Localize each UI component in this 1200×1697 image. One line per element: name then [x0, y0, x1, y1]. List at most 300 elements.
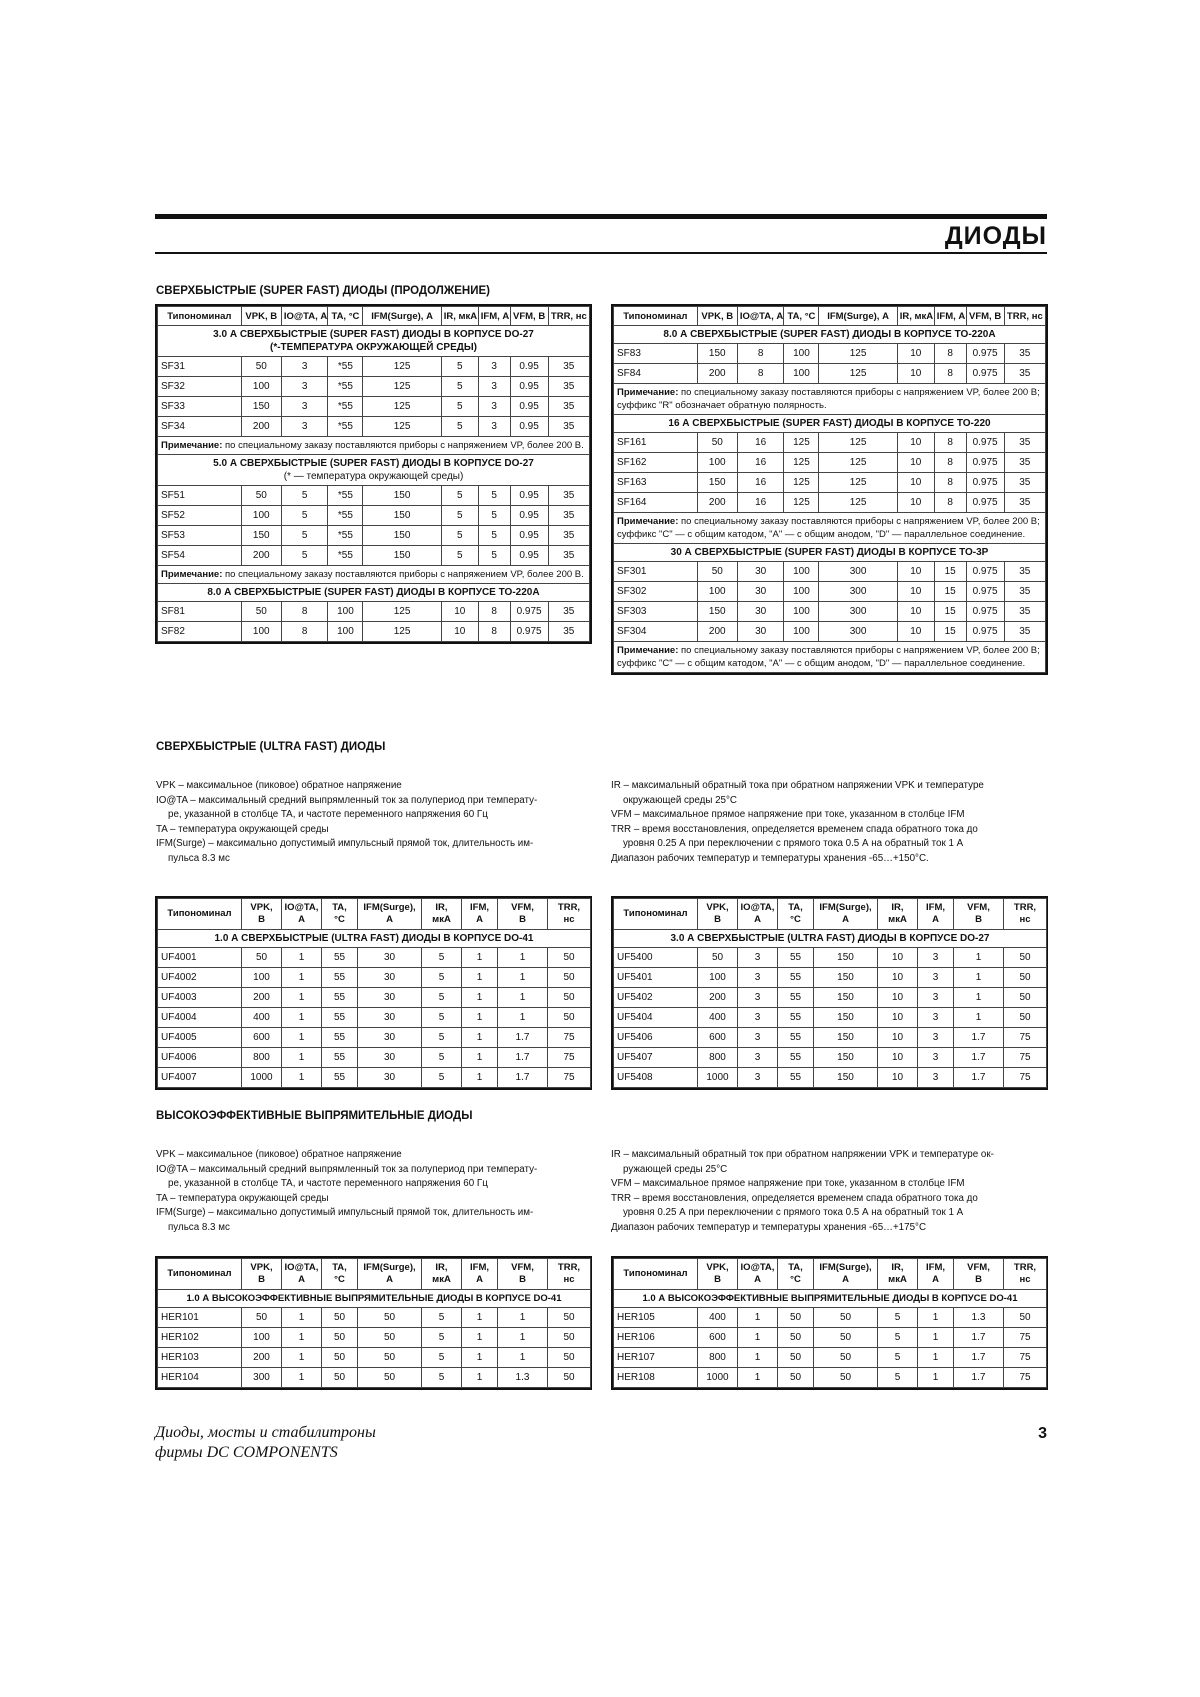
table-cell: 200	[698, 988, 738, 1008]
table-row	[614, 562, 1046, 582]
table-row	[614, 433, 1046, 453]
group-title: 1.0 А ВЫСОКОЭФФЕКТИВНЫЕ ВЫПРЯМИТЕЛЬНЫЕ ДИОДЫ В КОРПУСЕ DO-41	[614, 1290, 1047, 1308]
table-cell: 125	[363, 357, 441, 377]
table-row	[614, 1368, 1047, 1388]
table-row	[158, 417, 590, 437]
table-row	[158, 1308, 591, 1328]
table-cell: 1	[282, 1068, 322, 1088]
table-row	[158, 602, 590, 622]
legend-line: TA – температура окружающей среды	[156, 1192, 329, 1204]
table-cell: 8	[934, 473, 966, 493]
table-cell: 0.975	[966, 344, 1004, 364]
section-title-her: ВЫСОКОЭФФЕКТИВНЫЕ ВЫПРЯМИТЕЛЬНЫЕ ДИОДЫ	[156, 1110, 473, 1122]
table-cell: 1	[738, 1368, 778, 1388]
table-row	[614, 364, 1046, 384]
table-cell: 30	[737, 582, 784, 602]
table-row	[158, 357, 590, 377]
legend-line: уровня 0.25 А при переключении с прямого тока 0.5 А на обратный ток 1 А	[623, 838, 964, 849]
table-cell: 100	[328, 602, 363, 622]
part-number-cell: UF4002	[158, 968, 242, 988]
table-cell: 150	[814, 968, 878, 988]
table-cell: 400	[698, 1008, 738, 1028]
column-header: IR, мкА	[878, 899, 918, 930]
group-title: 5.0 А СВЕРХБЫСТРЫЕ (SUPER FAST) ДИОДЫ В КОРПУСЕ DO-27 (* — температура окружающей среды)	[158, 455, 590, 486]
table-cell: 50	[548, 1348, 591, 1368]
table-cell: 5	[281, 486, 328, 506]
her-legend-right	[611, 1148, 1051, 1235]
column-header: VPK, В	[242, 899, 282, 930]
table-cell: 3	[738, 1008, 778, 1028]
table-cell: 1	[282, 1348, 322, 1368]
column-header: TA, °С	[328, 307, 363, 326]
table-cell: 10	[897, 622, 934, 642]
table-cell: 10	[897, 602, 934, 622]
table-cell: *55	[328, 506, 363, 526]
table-cell: 8	[934, 344, 966, 364]
table-cell: 125	[363, 622, 441, 642]
part-number-cell: SF82	[158, 622, 242, 642]
table-cell: 30	[358, 1048, 422, 1068]
table-cell: 200	[697, 493, 737, 513]
table-cell: 1.7	[954, 1328, 1004, 1348]
table-cell: 50	[814, 1308, 878, 1328]
table-cell: 35	[548, 357, 589, 377]
table-cell: 5	[422, 1068, 462, 1088]
table-cell: 55	[778, 968, 814, 988]
column-header: VPK, В	[697, 307, 737, 326]
table-cell: 10	[897, 344, 934, 364]
table-cell: 50	[778, 1348, 814, 1368]
legend-line: пульса 8.3 мс	[168, 852, 230, 864]
table-row	[614, 622, 1046, 642]
table-cell: 1	[282, 1368, 322, 1388]
table-cell: 1	[738, 1348, 778, 1368]
table-cell: 1.7	[954, 1068, 1004, 1088]
table-header-row	[614, 1259, 1047, 1290]
group-title: 16 А СВЕРХБЫСТРЫЕ (SUPER FAST) ДИОДЫ В КОРПУСЕ TO-220	[614, 415, 1046, 433]
table-cell: 10	[878, 968, 918, 988]
table-cell: 150	[241, 397, 281, 417]
table-cell: 100	[242, 1328, 282, 1348]
table-cell: 0.975	[966, 493, 1004, 513]
table-cell: 600	[242, 1028, 282, 1048]
table-cell: 3	[918, 1028, 954, 1048]
table-cell: 5	[281, 526, 328, 546]
table-cell: 30	[737, 602, 784, 622]
table-cell: 1	[738, 1328, 778, 1348]
column-header: TA, °С	[778, 899, 814, 930]
uf-right-table	[611, 896, 1048, 1090]
header-rule	[155, 214, 1047, 219]
column-header: IR, мкА	[441, 307, 478, 326]
table-cell: 50	[548, 1328, 591, 1348]
column-header: TA, °С	[778, 1259, 814, 1290]
table-cell: 1.7	[498, 1048, 548, 1068]
table-row	[158, 1348, 591, 1368]
table-cell: 0.95	[510, 417, 548, 437]
table-row	[158, 1328, 591, 1348]
part-number-cell: SF32	[158, 377, 242, 397]
table-cell: 125	[819, 433, 897, 453]
table-cell: 55	[322, 1068, 358, 1088]
part-number-cell: SF83	[614, 344, 698, 364]
table-cell: 150	[814, 988, 878, 1008]
table-cell: 8	[281, 602, 328, 622]
part-number-cell: UF4007	[158, 1068, 242, 1088]
table-cell: 150	[363, 546, 441, 566]
legend-line: VPK – максимальное (пиковое) обратное напряжение	[156, 780, 402, 791]
column-header: VPK, В	[698, 899, 738, 930]
table-cell: 35	[1004, 453, 1045, 473]
table-cell: 3	[281, 417, 328, 437]
group-note: Примечание: по специальному заказу поставляются приборы с напряжением VP, более 200 В.	[158, 566, 590, 584]
uf-legend-left	[156, 779, 596, 866]
group-note: Примечание: по специальному заказу поставляются приборы с напряжением VP, более 200 В; суффикс "R" обозначает обратную полярность.	[614, 384, 1046, 415]
table-cell: 5	[422, 1008, 462, 1028]
table-cell: 150	[697, 344, 737, 364]
part-number-cell: UF5406	[614, 1028, 698, 1048]
group-title: 1.0 А ВЫСОКОЭФФЕКТИВНЫЕ ВЫПРЯМИТЕЛЬНЫЕ ДИОДЫ В КОРПУСЕ DO-41	[158, 1290, 591, 1308]
header-rule-thin	[155, 252, 1047, 254]
column-header: VFM, В	[498, 1259, 548, 1290]
legend-line: Диапазон рабочих температур и температуры хранения -65…+175°С	[611, 1221, 927, 1233]
table-cell: 10	[441, 622, 478, 642]
table-cell: 200	[242, 988, 282, 1008]
table-cell: 50	[322, 1328, 358, 1348]
table-cell: 8	[934, 433, 966, 453]
table-row	[614, 344, 1046, 364]
table-cell: 100	[697, 453, 737, 473]
table-cell: 50	[358, 1348, 422, 1368]
table-cell: 1	[954, 948, 1004, 968]
table-cell: 35	[548, 397, 589, 417]
table-cell: 400	[698, 1308, 738, 1328]
part-number-cell: HER102	[158, 1328, 242, 1348]
table-cell: 8	[281, 622, 328, 642]
table-cell: 5	[878, 1328, 918, 1348]
table-cell: *55	[328, 486, 363, 506]
table-cell: 50	[242, 1308, 282, 1328]
table-row	[158, 1028, 591, 1048]
table-cell: 30	[737, 562, 784, 582]
page-title: ДИОДЫ	[944, 222, 1047, 250]
table-cell: 1.3	[954, 1308, 1004, 1328]
legend-line: VFM – максимальное прямое напряжение при токе, указанном в столбце IFM	[611, 809, 965, 820]
table-cell: 35	[1004, 473, 1045, 493]
her-right-table	[611, 1256, 1048, 1390]
table-cell: 50	[1004, 948, 1047, 968]
table-cell: 3	[918, 1068, 954, 1088]
table-cell: 1	[918, 1348, 954, 1368]
column-header: VPK, В	[698, 1259, 738, 1290]
part-number-cell: HER108	[614, 1368, 698, 1388]
table-cell: 0.975	[510, 602, 548, 622]
table-cell: 15	[934, 562, 966, 582]
table-row	[614, 582, 1046, 602]
table-cell: 200	[242, 1348, 282, 1368]
table-row	[614, 1048, 1047, 1068]
table-cell: 5	[441, 486, 478, 506]
table-cell: 55	[778, 988, 814, 1008]
table-cell: 10	[878, 1048, 918, 1068]
table-cell: 125	[784, 433, 819, 453]
table-cell: 10	[897, 453, 934, 473]
table-cell: 3	[918, 968, 954, 988]
table-cell: 50	[322, 1348, 358, 1368]
column-header: TRR, нс	[548, 899, 591, 930]
table-cell: 1	[954, 988, 1004, 1008]
table-cell: 3	[738, 948, 778, 968]
table-cell: 1	[918, 1308, 954, 1328]
table-cell: 5	[878, 1368, 918, 1388]
table-cell: 0.975	[966, 453, 1004, 473]
table-cell: 35	[1004, 344, 1045, 364]
part-number-cell: SF81	[158, 602, 242, 622]
table-cell: 30	[358, 968, 422, 988]
table-cell: 30	[358, 988, 422, 1008]
table-header-row	[158, 1259, 591, 1290]
table-cell: 100	[328, 622, 363, 642]
part-number-cell: SF161	[614, 433, 698, 453]
table-cell: 35	[1004, 582, 1045, 602]
table-cell: 1	[462, 1328, 498, 1348]
table-row	[158, 622, 590, 642]
part-number-cell: SF52	[158, 506, 242, 526]
column-header: VPK, В	[242, 1259, 282, 1290]
footer-line: фирмы DC COMPONENTS	[155, 1444, 338, 1461]
table-cell: 50	[697, 562, 737, 582]
table-cell: 3	[281, 357, 328, 377]
table-cell: 16	[737, 453, 784, 473]
part-number-cell: SF54	[158, 546, 242, 566]
table-cell: 75	[1004, 1328, 1047, 1348]
table-row	[614, 948, 1047, 968]
table-row	[614, 473, 1046, 493]
table-cell: 8	[737, 344, 784, 364]
table-cell: 10	[897, 562, 934, 582]
table-cell: 0.95	[510, 486, 548, 506]
table-cell: 125	[784, 473, 819, 493]
part-number-cell: HER103	[158, 1348, 242, 1368]
table-cell: 125	[784, 493, 819, 513]
table-cell: 0.975	[966, 622, 1004, 642]
table-cell: 1	[462, 988, 498, 1008]
table-cell: *55	[328, 397, 363, 417]
table-cell: 5	[441, 397, 478, 417]
table-cell: *55	[328, 526, 363, 546]
column-header: IFM, А	[478, 307, 510, 326]
table-row	[158, 506, 590, 526]
section-title-superfast: СВЕРХБЫСТРЫЕ (SUPER FAST) ДИОДЫ (ПРОДОЛЖЕНИЕ)	[156, 285, 490, 297]
table-cell: 30	[358, 1068, 422, 1088]
table-cell: 10	[878, 1028, 918, 1048]
table-cell: 5	[422, 1028, 462, 1048]
table-cell: 600	[698, 1028, 738, 1048]
section-title-ultrafast: СВЕРХБЫСТРЫЕ (ULTRA FAST) ДИОДЫ	[156, 741, 386, 753]
column-header: Типономинал	[158, 899, 242, 930]
table-cell: 1	[282, 968, 322, 988]
table-cell: *55	[328, 546, 363, 566]
table-cell: 55	[322, 1048, 358, 1068]
legend-line: TRR – время восстановления, определяется временем спада обратного тока до	[611, 1192, 978, 1204]
column-header: TA, °С	[322, 1259, 358, 1290]
table-cell: 125	[363, 377, 441, 397]
table-cell: 75	[1004, 1368, 1047, 1388]
table-cell: 150	[814, 948, 878, 968]
table-row	[158, 486, 590, 506]
part-number-cell: HER107	[614, 1348, 698, 1368]
column-header: Типономинал	[158, 307, 242, 326]
table-cell: 35	[548, 417, 589, 437]
table-cell: 1	[462, 1068, 498, 1088]
table-cell: 300	[819, 562, 897, 582]
table-cell: 1	[498, 968, 548, 988]
column-header: IFM(Surge), А	[358, 1259, 422, 1290]
table-cell: 50	[778, 1308, 814, 1328]
group-note: Примечание: по специальному заказу поставляются приборы с напряжением VP, более 200 В.	[158, 437, 590, 455]
table-cell: 35	[548, 546, 589, 566]
table-cell: 150	[814, 1068, 878, 1088]
table-cell: 50	[778, 1328, 814, 1348]
table-cell: 5	[422, 948, 462, 968]
table-cell: 55	[778, 1008, 814, 1028]
column-header: TRR, нс	[1004, 1259, 1047, 1290]
table-cell: 125	[819, 364, 897, 384]
table-cell: 30	[737, 622, 784, 642]
table-cell: 5	[441, 506, 478, 526]
table-cell: 100	[241, 377, 281, 397]
table-cell: 10	[897, 493, 934, 513]
table-cell: 300	[819, 622, 897, 642]
column-header: IO@TA, А	[738, 899, 778, 930]
table-row	[614, 1348, 1047, 1368]
table-cell: 0.975	[966, 364, 1004, 384]
table-cell: *55	[328, 357, 363, 377]
table-cell: 50	[548, 1008, 591, 1028]
footer-caption	[155, 1423, 376, 1463]
table-cell: 35	[548, 622, 589, 642]
table-cell: 55	[322, 968, 358, 988]
table-cell: 800	[242, 1048, 282, 1068]
table-cell: 50	[548, 948, 591, 968]
table-cell: 35	[1004, 602, 1045, 622]
column-header: Типономинал	[614, 307, 698, 326]
table-cell: 300	[242, 1368, 282, 1388]
table-cell: 50	[1004, 1008, 1047, 1028]
table-cell: 10	[897, 433, 934, 453]
table-cell: 1	[498, 1328, 548, 1348]
table-cell: 400	[242, 1008, 282, 1028]
table-cell: 8	[478, 602, 510, 622]
table-cell: 3	[478, 357, 510, 377]
part-number-cell: SF34	[158, 417, 242, 437]
uf-legend-right	[611, 779, 1051, 866]
table-cell: 55	[778, 948, 814, 968]
group-title: 8.0 А СВЕРХБЫСТРЫЕ (SUPER FAST) ДИОДЫ В КОРПУСЕ TO-220A	[614, 326, 1046, 344]
legend-line: окружающей среды 25°С	[623, 794, 737, 806]
legend-line: IFM(Surge) – максимально допустимый импульсный прямой ток, длительность им-	[156, 1207, 534, 1218]
table-row	[614, 602, 1046, 622]
table-cell: 150	[697, 602, 737, 622]
table-cell: 0.95	[510, 526, 548, 546]
table-cell: 1	[462, 1008, 498, 1028]
table-cell: 75	[548, 1048, 591, 1068]
column-header: IFM, А	[918, 899, 954, 930]
table-cell: 35	[548, 377, 589, 397]
table-cell: 75	[548, 1068, 591, 1088]
sf-right-table	[611, 304, 1048, 675]
legend-line: VFM – максимальное прямое напряжение при токе, указанном в столбце IFM	[611, 1178, 965, 1189]
column-header: IR, мкА	[422, 1259, 462, 1290]
her-left-table	[155, 1256, 592, 1390]
column-header: IFM, А	[934, 307, 966, 326]
table-cell: 800	[698, 1048, 738, 1068]
legend-line: ружающей среды 25°С	[623, 1163, 728, 1175]
column-header: VFM, В	[954, 899, 1004, 930]
table-cell: 35	[1004, 364, 1045, 384]
table-cell: 50	[548, 968, 591, 988]
table-cell: 1	[462, 1368, 498, 1388]
column-header: IR, мкА	[422, 899, 462, 930]
part-number-cell: SF301	[614, 562, 698, 582]
table-cell: 0.95	[510, 506, 548, 526]
table-cell: 100	[242, 968, 282, 988]
table-cell: 1.7	[954, 1368, 1004, 1388]
table-cell: 35	[1004, 493, 1045, 513]
table-cell: 3	[918, 1048, 954, 1068]
table-cell: 8	[934, 364, 966, 384]
table-cell: 50	[1004, 988, 1047, 1008]
table-cell: 3	[478, 397, 510, 417]
table-cell: 1	[498, 1008, 548, 1028]
table-cell: 200	[241, 546, 281, 566]
table-cell: 5	[422, 1308, 462, 1328]
table-cell: 125	[819, 344, 897, 364]
table-row	[614, 453, 1046, 473]
table-cell: 55	[322, 988, 358, 1008]
table-cell: 5	[422, 1348, 462, 1368]
table-cell: 35	[548, 602, 589, 622]
table-cell: 1	[282, 1008, 322, 1028]
table-cell: 10	[878, 948, 918, 968]
table-cell: 1	[918, 1368, 954, 1388]
column-header: IFM(Surge), А	[819, 307, 897, 326]
table-cell: 200	[697, 364, 737, 384]
table-cell: 100	[784, 622, 819, 642]
table-cell: 1.7	[498, 1068, 548, 1088]
table-cell: 0.975	[966, 582, 1004, 602]
table-cell: 0.975	[966, 602, 1004, 622]
table-cell: 1	[954, 968, 1004, 988]
table-cell: 3	[918, 1008, 954, 1028]
table-cell: 100	[784, 562, 819, 582]
part-number-cell: SF164	[614, 493, 698, 513]
table-row	[158, 546, 590, 566]
table-cell: 1.7	[954, 1348, 1004, 1368]
table-cell: 1	[498, 988, 548, 1008]
part-number-cell: UF4006	[158, 1048, 242, 1068]
table-cell: 15	[934, 622, 966, 642]
table-cell: 150	[363, 526, 441, 546]
table-row	[158, 1368, 591, 1388]
table-row	[614, 988, 1047, 1008]
table-cell: 55	[778, 1068, 814, 1088]
table-cell: 5	[441, 546, 478, 566]
table-cell: 50	[322, 1308, 358, 1328]
table-cell: 300	[819, 602, 897, 622]
part-number-cell: SF84	[614, 364, 698, 384]
table-cell: 100	[241, 506, 281, 526]
